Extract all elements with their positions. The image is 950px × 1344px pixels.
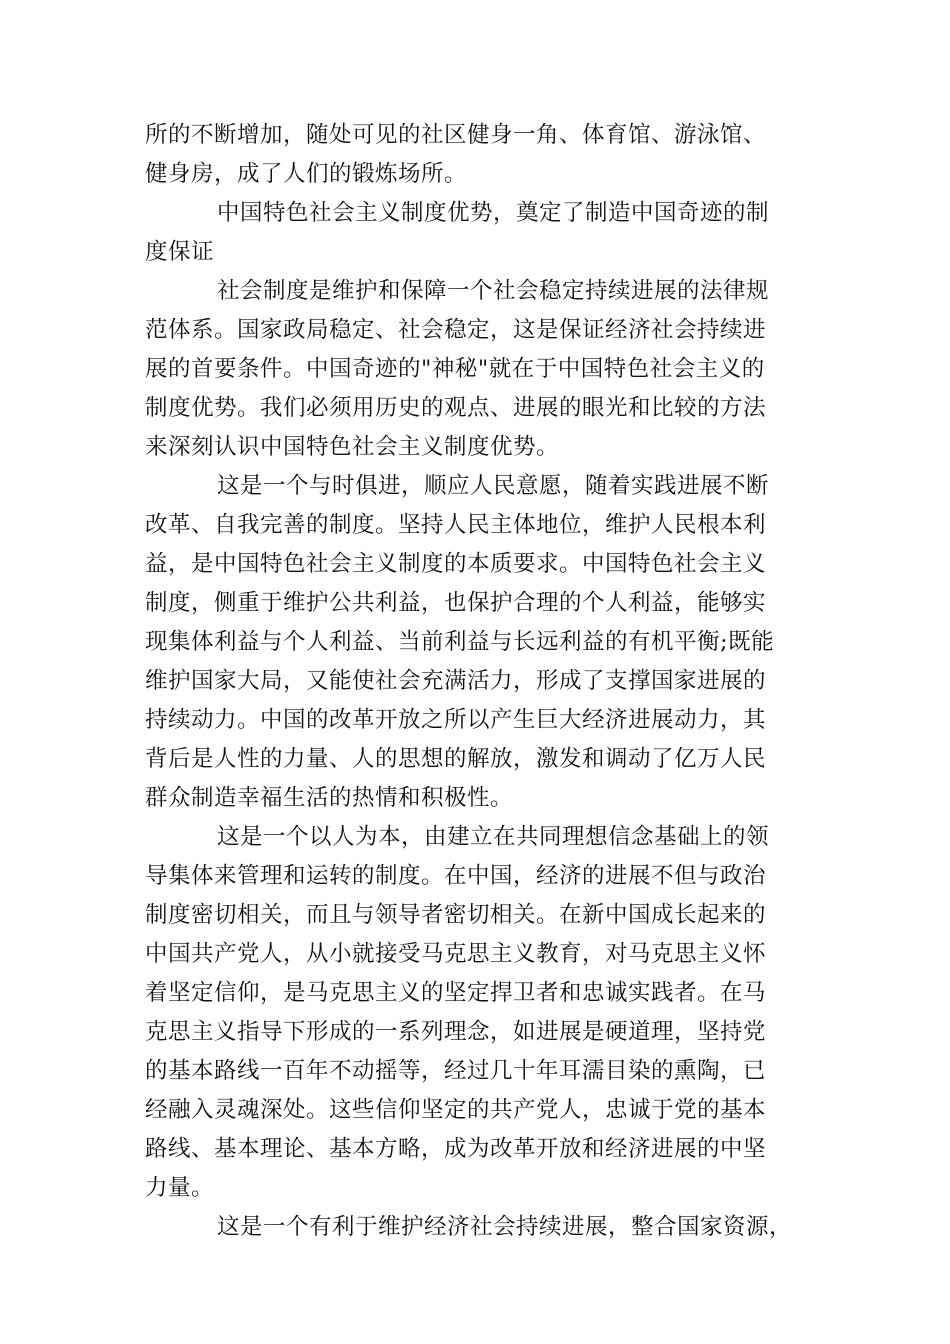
text-line: 着坚定信仰，是马克思主义的坚定捍卫者和忠诚实践者。在马 bbox=[145, 980, 767, 1006]
document-body bbox=[145, 116, 805, 1247]
text-line: 持续动力。中国的改革开放之所以产生巨大经济进展动力，其 bbox=[145, 707, 767, 733]
paragraph bbox=[145, 116, 805, 194]
text-line: 的基本路线一百年不动摇等，经过几十年耳濡目染的熏陶，已 bbox=[145, 1058, 767, 1084]
text-line: 中国共产党人，从小就接受马克思主义教育，对马克思主义怀 bbox=[145, 941, 767, 967]
text-line: 范体系。国家政局稳定、社会稳定，这是保证经济社会持续进 bbox=[145, 317, 767, 343]
text-line: 健身房，成了人们的锻炼场所。 bbox=[145, 161, 468, 187]
text-line: 这是一个以人为本，由建立在共同理想信念基础上的领 bbox=[217, 824, 770, 850]
text-line: 所的不断增加，随处可见的社区健身一角、体育馆、游泳馆、 bbox=[145, 122, 767, 148]
text-line: 背后是人性的力量、人的思想的解放，激发和调动了亿万人民 bbox=[145, 746, 767, 772]
text-line: 这是一个有利于维护经济社会持续进展，整合国家资源， bbox=[217, 1214, 793, 1240]
paragraph bbox=[145, 1208, 805, 1247]
text-line: 维护国家大局，又能使社会充满活力，形成了支撑国家进展的 bbox=[145, 668, 767, 694]
text-line: 力量。 bbox=[145, 1175, 215, 1201]
text-line: 制度优势。我们必须用历史的观点、进展的眼光和比较的方法 bbox=[145, 395, 767, 421]
text-line: 改革、自我完善的制度。坚持人民主体地位，维护人民根本利 bbox=[145, 512, 767, 538]
text-line: 导集体来管理和运转的制度。在中国，经济的进展不但与政治 bbox=[145, 863, 767, 889]
text-line: 展的首要条件。中国奇迹的"神秘"就在于中国特色社会主义的 bbox=[145, 356, 765, 382]
paragraph bbox=[145, 272, 805, 467]
text-line: 益，是中国特色社会主义制度的本质要求。中国特色社会主义 bbox=[145, 551, 767, 577]
paragraph bbox=[145, 818, 805, 1208]
text-line: 路线、基本理论、基本方略，成为改革开放和经济进展的中坚 bbox=[145, 1136, 767, 1162]
paragraph bbox=[145, 194, 805, 272]
text-line: 中国特色社会主义制度优势，奠定了制造中国奇迹的制 bbox=[217, 200, 770, 226]
text-line: 现集体利益与个人利益、当前利益与长远利益的有机平衡;既能 bbox=[145, 629, 775, 655]
text-line: 度保证 bbox=[145, 239, 215, 265]
text-line: 这是一个与时俱进，顺应人民意愿，随着实践进展不断 bbox=[217, 473, 770, 499]
text-line: 制度密切相关，而且与领导者密切相关。在新中国成长起来的 bbox=[145, 902, 767, 928]
paragraph bbox=[145, 467, 805, 818]
text-line: 来深刻认识中国特色社会主义制度优势。 bbox=[145, 434, 560, 460]
text-line: 经融入灵魂深处。这些信仰坚定的共产党人，忠诚于党的基本 bbox=[145, 1097, 767, 1123]
text-line: 群众制造幸福生活的热情和积极性。 bbox=[145, 785, 514, 811]
text-line: 制度，侧重于维护公共利益，也保护合理的个人利益，能够实 bbox=[145, 590, 767, 616]
text-line: 社会制度是维护和保障一个社会稳定持续进展的法律规 bbox=[217, 278, 770, 304]
text-line: 克思主义指导下形成的一系列理念，如进展是硬道理，坚持党 bbox=[145, 1019, 767, 1045]
